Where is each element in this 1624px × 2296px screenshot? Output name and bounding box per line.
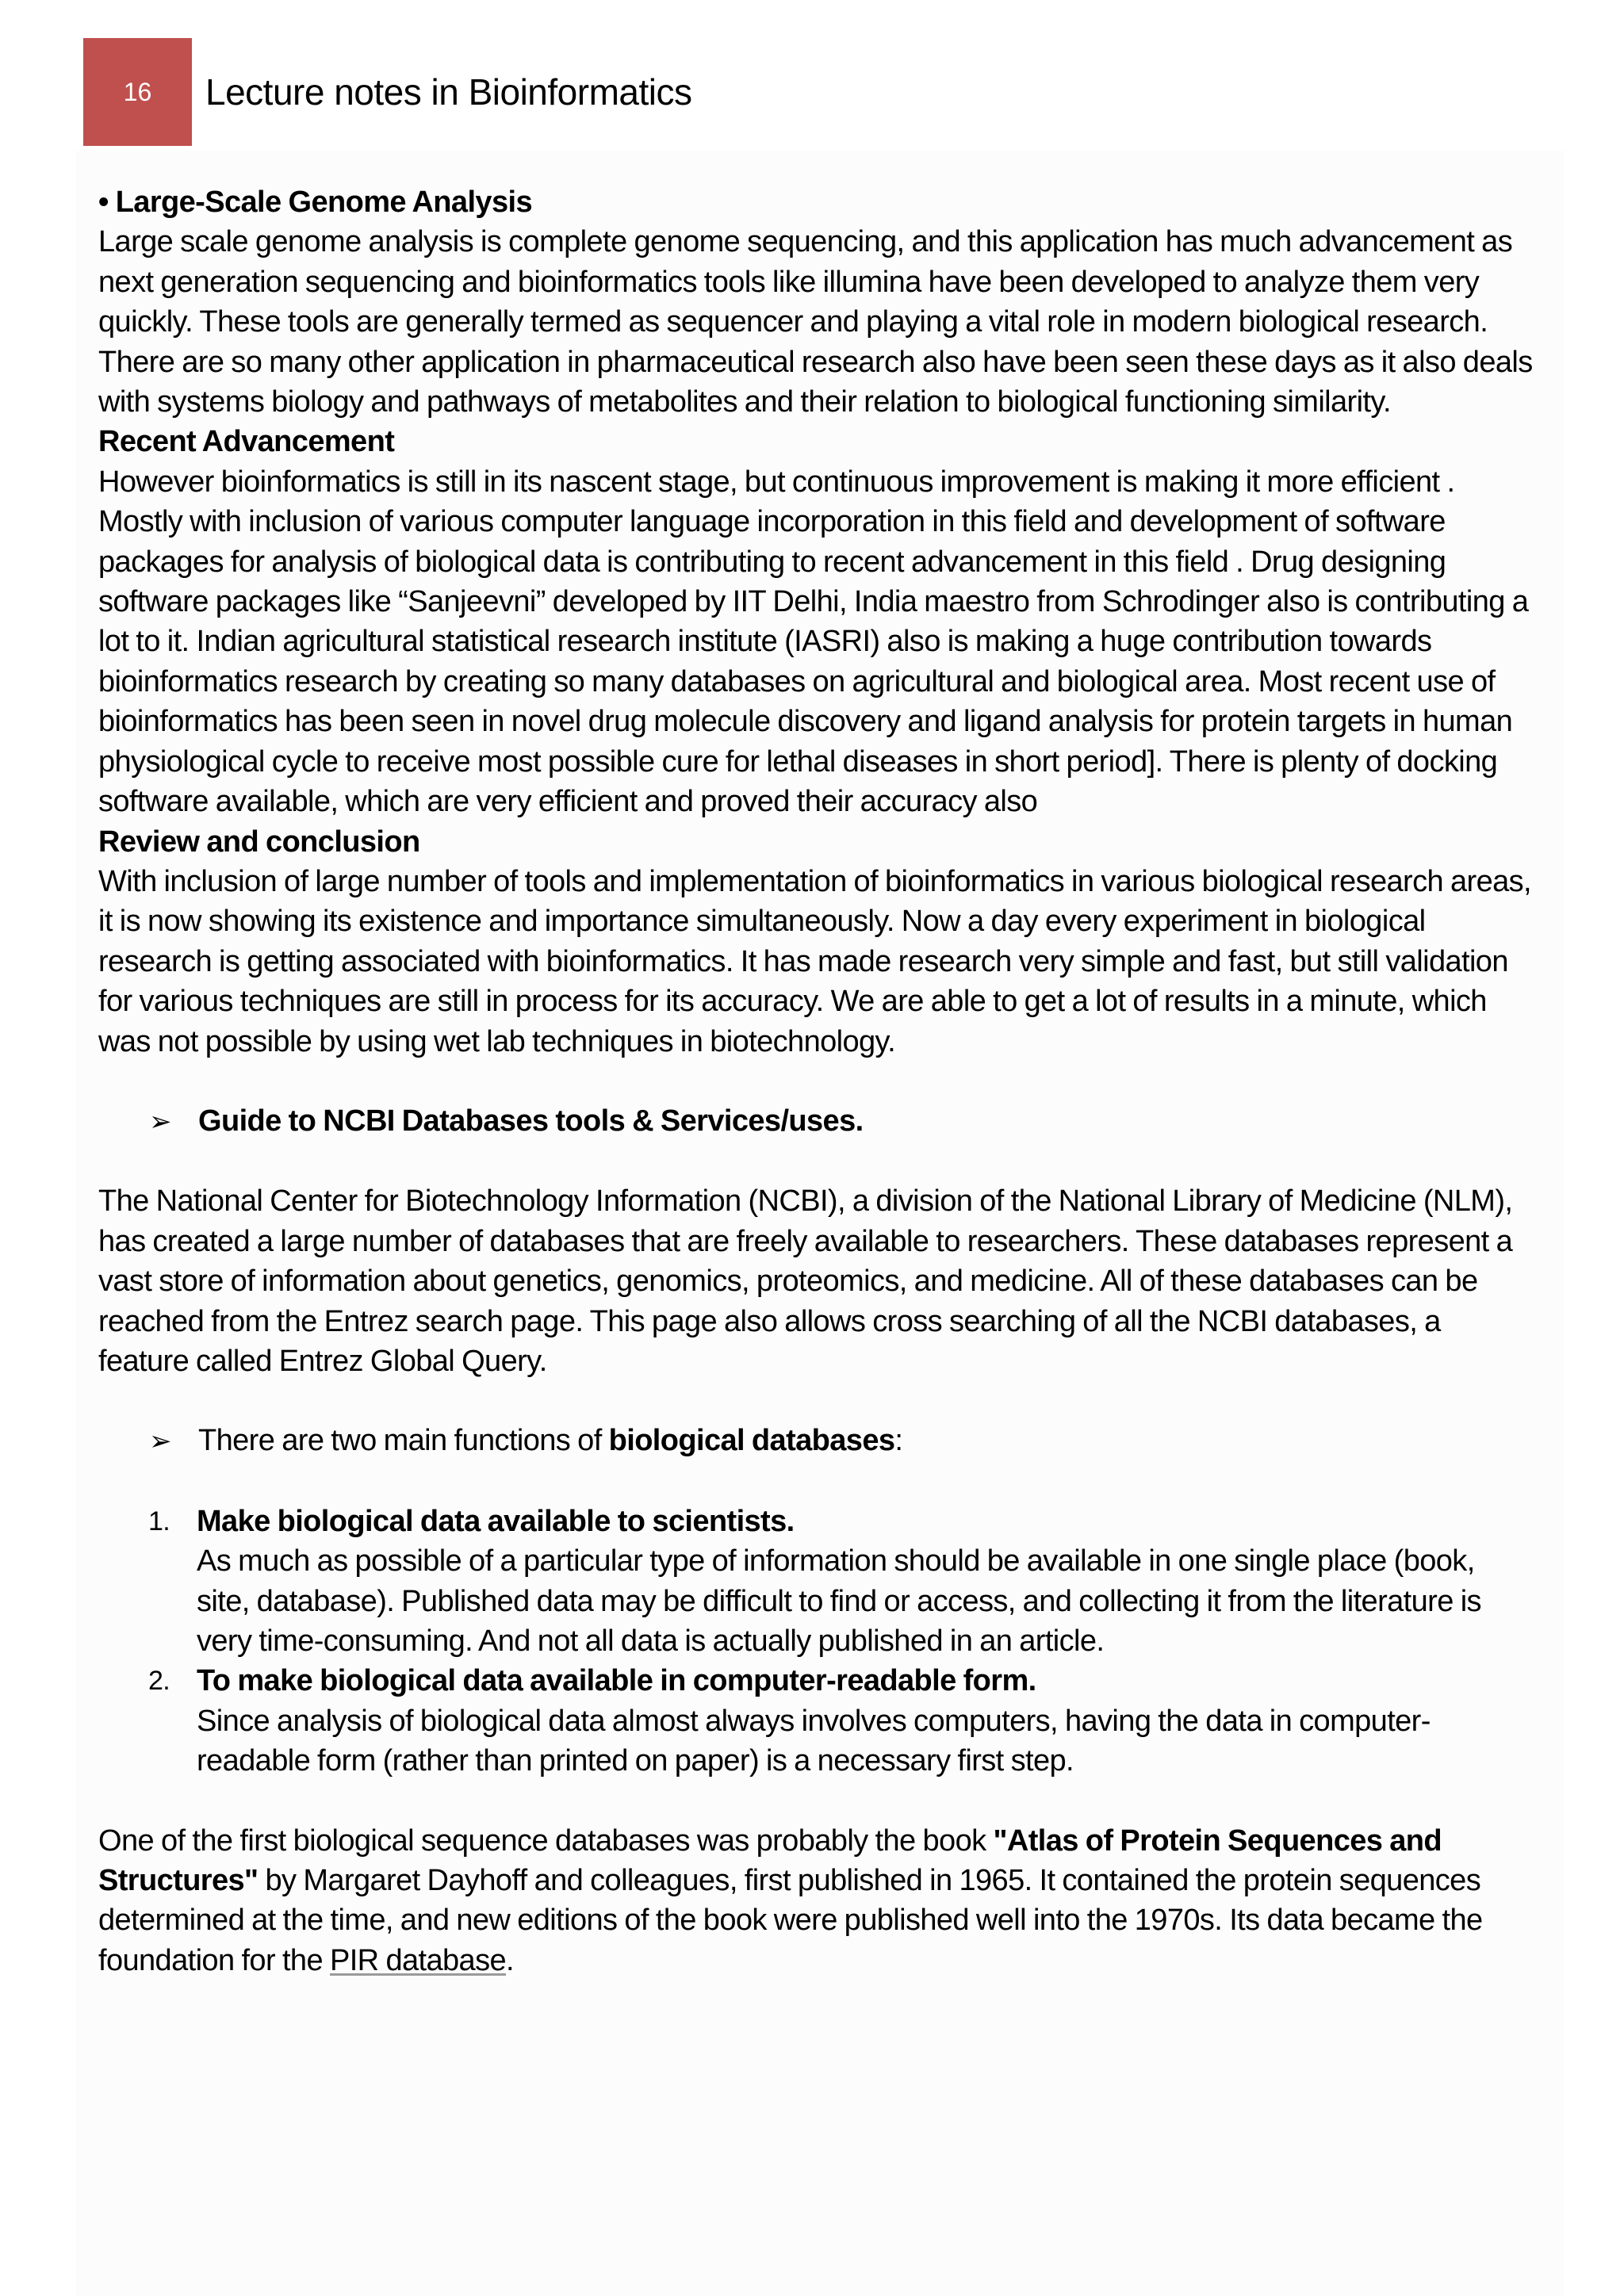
section-recent-advancement <box>98 422 1534 821</box>
numbered-item <box>98 1661 1534 1781</box>
paragraph: There are so many other application in pharmaceutical research also have been seen these days as it also deals with systems biology and pathways of metabolites and their relation to biological functioning similarity. <box>98 345 1533 419</box>
atlas-suffix: . <box>506 1943 514 1977</box>
paragraph: Large scale genome analysis is complete genome sequencing, and this application has much advancement as next generation sequencing and bioinformatics tools like illumina have been developed to analyze them very quickly. These tools are generally termed as sequencer and playing a vital role in modern biological research. <box>98 225 1513 339</box>
section-heading: Guide to NCBI Databases tools & Services/uses. <box>198 1104 864 1138</box>
item-title: To make biological data available in computer-readable form. <box>197 1664 1036 1698</box>
numbered-item <box>98 1502 1534 1662</box>
section-heading <box>98 182 1534 222</box>
item-text: As much as possible of a particular type of information should be available in one single place (book, site, database). Published data may be difficult to find or access, and collecting it from the literature is very time-consuming. And not all data is actually published in an article. <box>197 1544 1481 1658</box>
pir-database-link[interactable]: PIR database <box>329 1943 507 1977</box>
item-body <box>197 1661 1534 1781</box>
section-database-functions <box>98 1421 1534 1781</box>
paragraph: With inclusion of large number of tools and implementation of bioinformatics in various biological research areas, it is now showing its existence and importance simultaneously. Now a day every experiment in biological research is getting associated with bioinformatics. It has made research very simple and fast, but still validation for various techniques are still in process for its accuracy. We are able to get a lot of results in a minute, which was not possible by using wet lab techniques in biotechnology. <box>98 864 1531 1058</box>
intro-suffix: : <box>894 1424 903 1458</box>
page-number: 16 <box>123 77 152 106</box>
atlas-prefix: One of the first biological sequence databases was probably the book <box>98 1823 994 1858</box>
spacer <box>98 1462 1534 1502</box>
section-heading: Recent Advancement <box>98 425 395 459</box>
intro-bold: biological databases <box>608 1424 895 1458</box>
spacer <box>98 1062 1534 1101</box>
paragraph <box>98 1821 1534 1981</box>
paragraph: However bioinformatics is still in its nascent stage, but continuous improvement is making it more efficient . Mostly with inclusion of various computer language incorporation in this field and development of software packages for analysis of biological data is contributing to recent advancement in this field . Drug designing software packages like “Sanjeevni” developed by IIT Delhi, India maestro from Schrodinger also is contributing a lot to it. Indian agricultural statistical research institute (IASRI) also is making a huge contribution towards bioinformatics research by creating so many databases on agricultural and biological area. Most recent use of bioinformatics has been seen in novel drug molecule discovery and ligand analysis for protein targets in human physiological cycle to receive most possible cure for lethal diseases in short period]. There is plenty of docking software available, which are very efficient and proved their accuracy also <box>98 465 1529 819</box>
section-genome-analysis <box>98 182 1534 422</box>
arrow-bullet-icon: ➢ <box>149 1426 171 1457</box>
section-ncbi-guide <box>98 1101 1534 1381</box>
heading-text: Large-Scale Genome Analysis <box>115 186 532 219</box>
page-content <box>98 182 1534 1980</box>
section-atlas <box>98 1821 1534 1981</box>
item-number: 2. <box>148 1666 170 1697</box>
spacer <box>98 1381 1534 1421</box>
section-review-conclusion <box>98 822 1534 1062</box>
running-title: Lecture notes in Bioinformatics <box>205 71 692 113</box>
arrow-bullet-heading <box>98 1101 1534 1142</box>
arrow-bullet-icon: ➢ <box>149 1106 171 1137</box>
arrow-bullet-intro <box>98 1421 1534 1461</box>
item-title: Make biological data available to scientists. <box>197 1504 795 1538</box>
intro-prefix: There are two main functions of <box>198 1424 609 1458</box>
bullet-icon: • <box>98 186 109 219</box>
spacer <box>98 1142 1534 1181</box>
atlas-middle: by Margaret Dayhoff and colleagues, first published in 1965. It contained the protein sequences determined at the time, and new editions of the book were published well into the 1970s. Its data became the foundation for the <box>98 1864 1483 1977</box>
item-text: Since analysis of biological data almost always involves computers, having the data in computer-readable form (rather than printed on paper) is a necessary first step. <box>197 1704 1431 1778</box>
page-number-badge <box>83 38 192 146</box>
section-heading: Review and conclusion <box>98 825 420 859</box>
item-body <box>197 1502 1534 1662</box>
intro-text <box>198 1421 902 1460</box>
item-number: 1. <box>148 1506 170 1536</box>
paragraph: The National Center for Biotechnology Information (NCBI), a division of the National Library of Medicine (NLM), has created a large number of databases that are freely available to researchers. These databases represent a vast store of information about genetics, genomics, proteomics, and medicine. All of these databases can be reached from the Entrez search page. This page also allows cross searching of all the NCBI databases, a feature called Entrez Global Query. <box>98 1184 1513 1378</box>
atlas-book-title: "Atlas of Protein Sequences and Structures" <box>98 1823 1442 1898</box>
spacer <box>98 1781 1534 1821</box>
